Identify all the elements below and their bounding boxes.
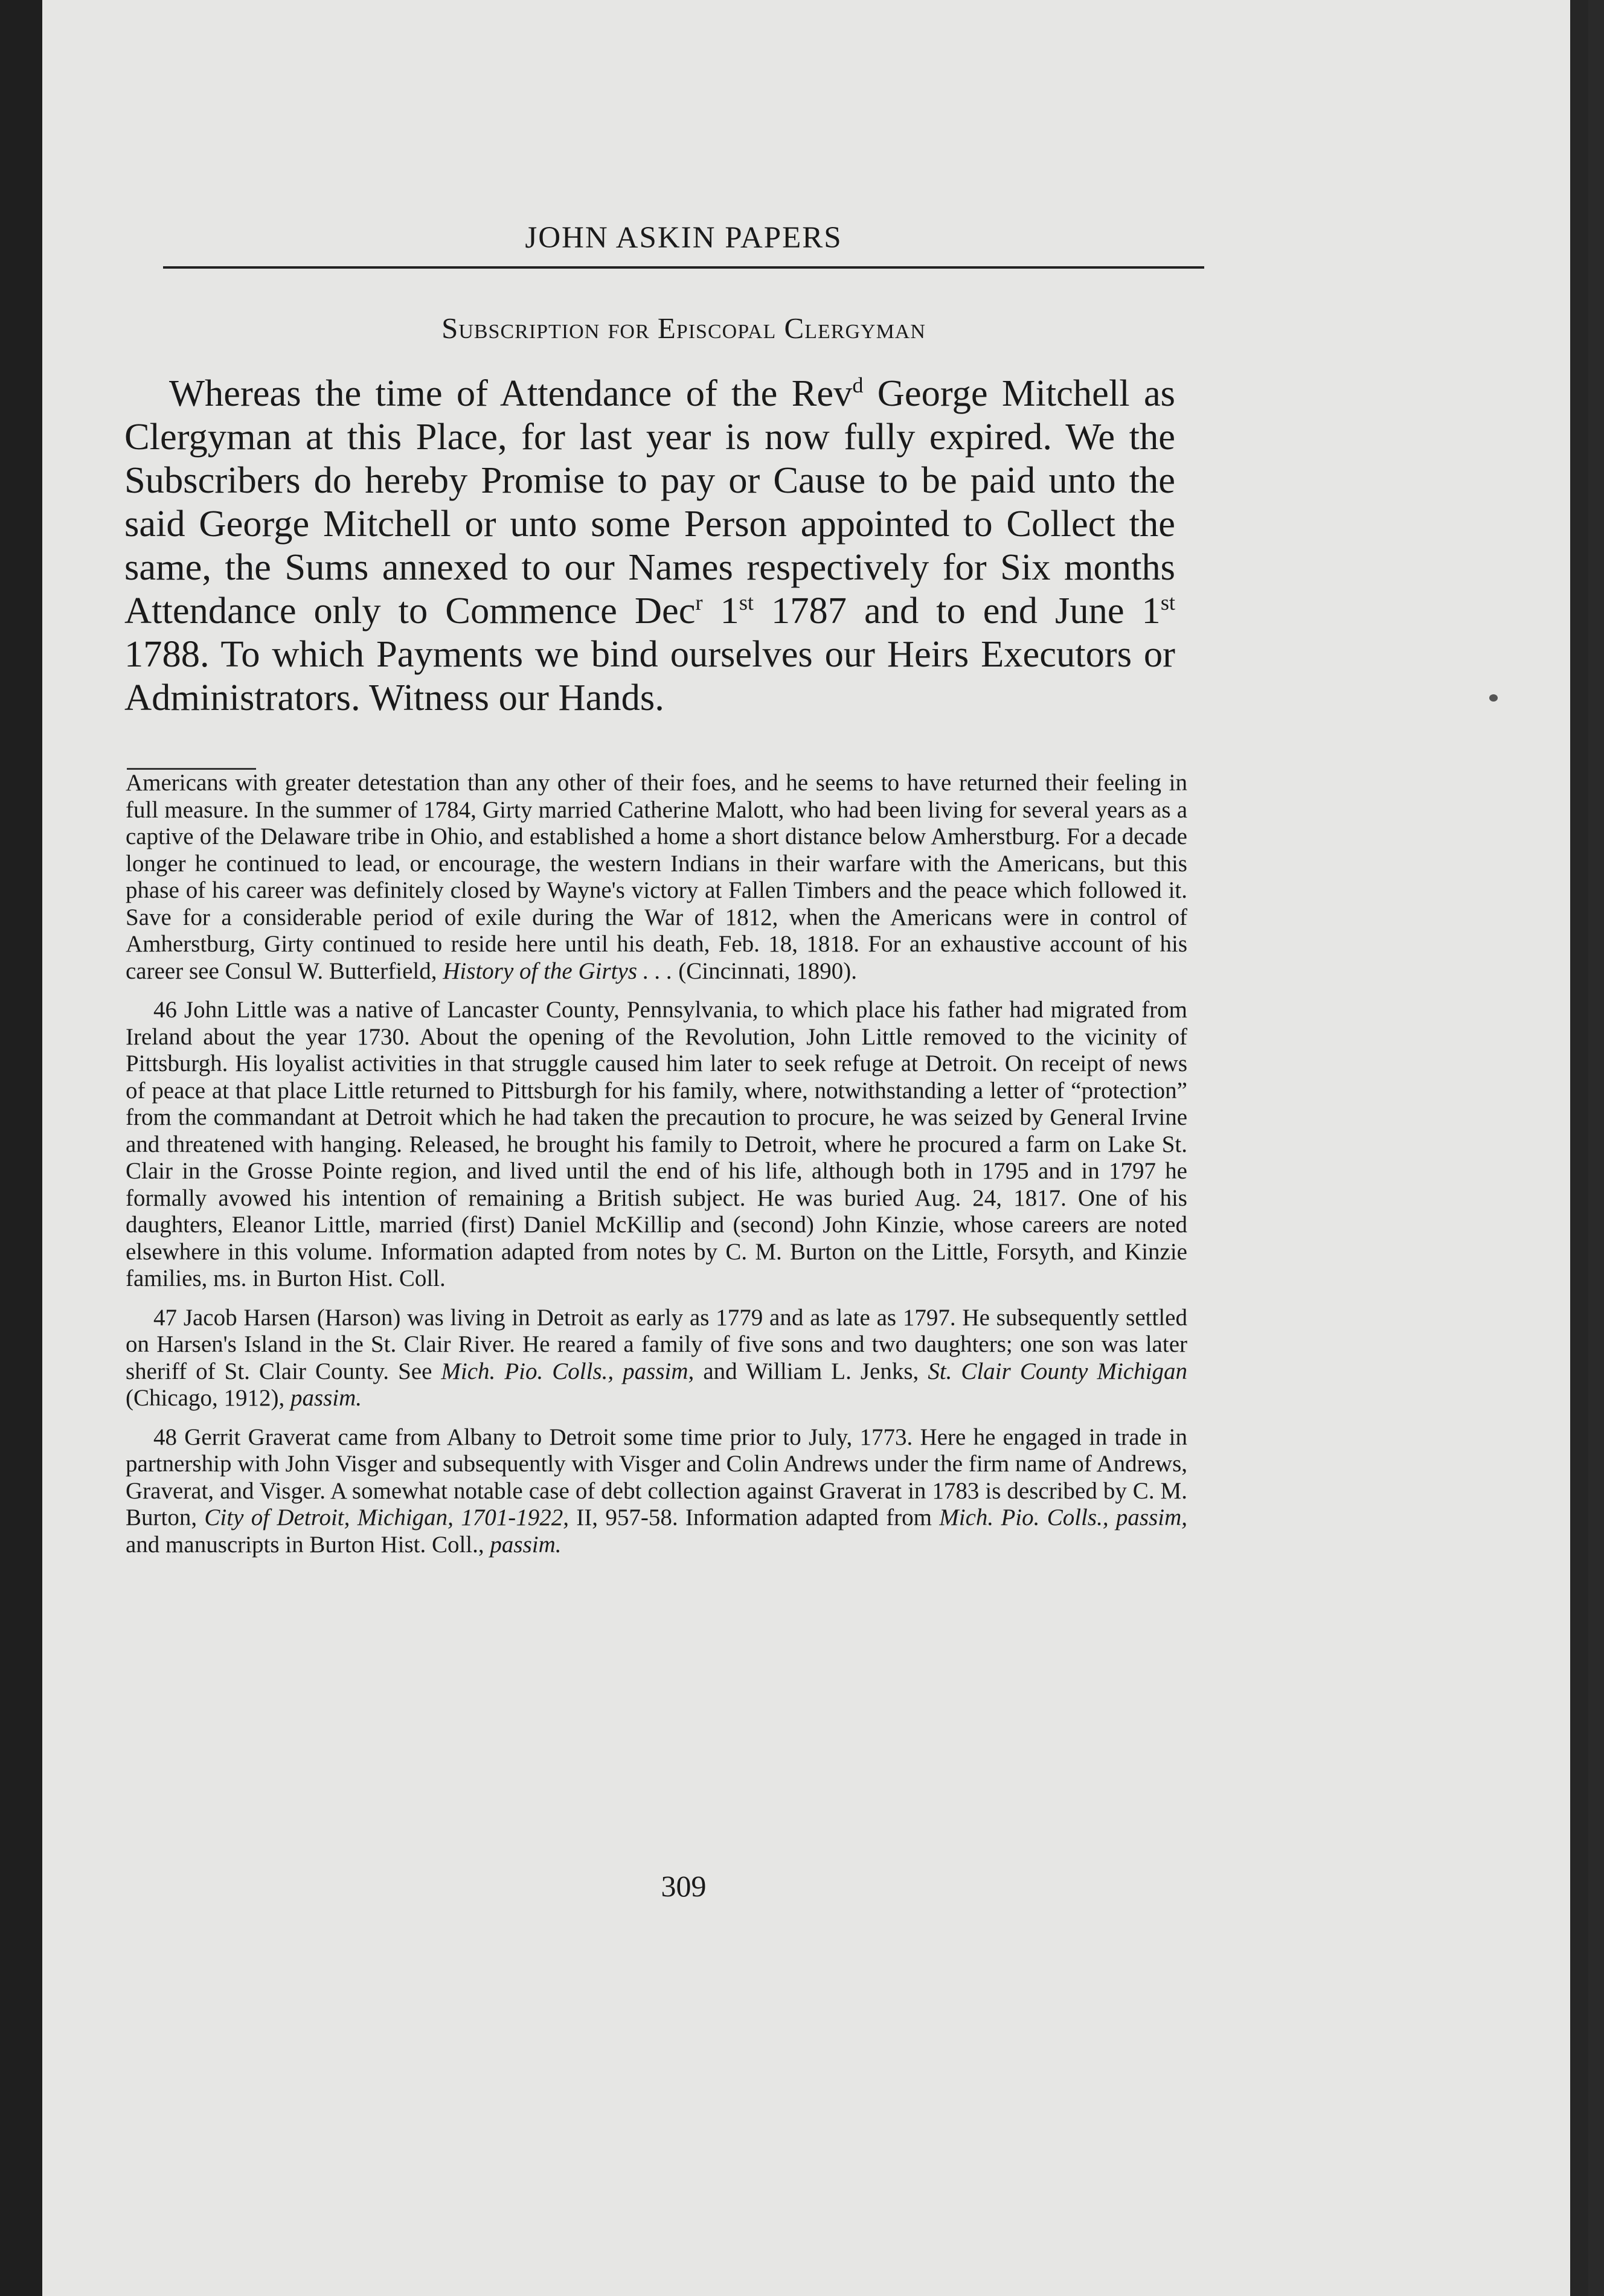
footnote-continued: Americans with greater detestation than any other of their foes, and he seems to have returned their feeling in full measure. In the summer of 1784, Girty married Catherine Malott, who had been living for several years as a captive of the Delaware tribe in Ohio, and established a home a short distance below Amherstburg. For a decade longer he continued to lead, or encourage, the western Indians in their warfare with the Americans, but this phase of his career was definitely closed by Wayne's victory at Fallen Timbers and the peace which followed it. Save for a considerable period of exile during the War of 1812, when the Americans were in control of Amherstburg, Girty continued to reside here until his death, Feb. 18, 1818. For an exhaustive account of his career see Consul W. Butterfield, History of the Girtys . . . (Cincinnati, 1890). xyxy=(126,770,1187,984)
footnote-46: 46 John Little was a native of Lancaster County, Pennsylvania, to which place his father had migrated from Ireland about the year 1730. About the opening of the Revolution, John Little removed to the vicinity of Pittsburgh. His loyalist activities in that struggle caused him later to seek refuge at Detroit. On receipt of news of peace at that place Little returned to Pittsburgh for his family, where, notwithstanding a letter of “protection” from the commandant at Detroit which he had taken the precaution to procure, he was seized by General Irvine and threatened with hanging. Released, he brought his family to Detroit, where he procured a farm on Lake St. Clair in the Grosse Pointe region, and lived until the end of his life, although both in 1795 and in 1797 he formally avowed his intention of remaining a British subject. He was buried Aug. 24, 1817. One of his daughters, Eleanor Little, married (first) Daniel McKillip and (second) John Kinzie, whose careers are noted elsewhere in this volume. Information adapted from notes by C. M. Burton on the Little, Forsyth, and Kinzie families, ms. in Burton Hist. Coll. xyxy=(126,997,1187,1291)
superscript: r xyxy=(695,590,703,615)
body-text: 1787 and to end June 1 xyxy=(754,589,1161,632)
body-text: 1788. To which Payments we bind ourselves our Heirs Executors or Administrators. Witness our Hands. xyxy=(124,633,1175,718)
footnotes xyxy=(126,770,1187,1570)
running-head: JOHN ASKIN PAPERS xyxy=(163,220,1204,269)
body-text: 1 xyxy=(702,589,739,632)
footnote-47: 47 Jacob Harsen (Harson) was living in Detroit as early as 1779 and as late as 1797. He subsequently settled on Harsen's Island in the St. Clair River. He reared a family of five sons and two daughters; one son was later sheriff of St. Clair County. See Mich. Pio. Colls., passim, and William L. Jenks, St. Clair County Michigan (Chicago, 1912), passim. xyxy=(126,1304,1187,1411)
scan-background-right xyxy=(1570,0,1588,2296)
footnote-48: 48 Gerrit Graverat came from Albany to Detroit some time prior to July, 1773. Here he engaged in trade in partnership with John Visger and subsequently with Visger and Colin Andrews under the firm name of Andrews, Graverat, and Visger. A somewhat notable case of debt collection against Graverat in 1783 is described by C. M. Burton, City of Detroit, Michigan, 1701-1922, II, 957-58. Information adapted from Mich. Pio. Colls., passim, and manuscripts in Burton Hist. Coll., passim. xyxy=(126,1424,1187,1558)
ink-speck xyxy=(1489,694,1498,702)
scan-background-left xyxy=(0,0,42,2296)
document-body xyxy=(124,371,1175,719)
section-title: Subscription for Episcopal Clergyman xyxy=(441,312,926,345)
superscript: st xyxy=(1160,590,1175,615)
superscript: st xyxy=(739,590,754,615)
page-number: 309 xyxy=(661,1869,707,1903)
body-text: George Mitchell as Clergyman at this Place, for last year is now fully expired. We the Subscribers do hereby Promise to pay or Cause to be paid unto the said George Mitchell or unto some Person appointed to Collect the same, the Sums annexed to our Names respectively for Six months Attendance only to Commence Dec xyxy=(124,372,1176,632)
body-text: Whereas the time of Attendance of the Rev xyxy=(169,372,853,414)
superscript: d xyxy=(852,373,864,398)
